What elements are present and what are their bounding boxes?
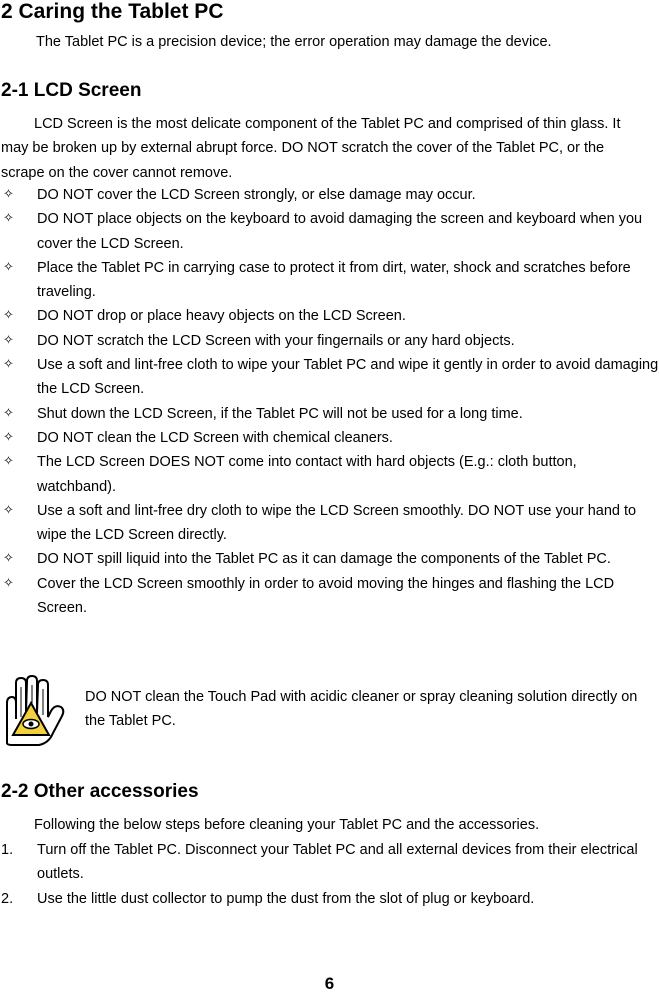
warning-hand-icon <box>1 673 73 747</box>
star-bullet-icon: ✧ <box>3 551 14 567</box>
page-title: 2 Caring the Tablet PC <box>1 0 224 23</box>
list-item: ✧ DO NOT drop or place heavy objects on the LCD Screen. <box>0 304 659 328</box>
lcd-section-heading: 2-1 LCD Screen <box>1 80 142 101</box>
list-item: ✧ Place the Tablet PC in carrying case to protect it from dirt, water, shock and scratches before traveling. <box>0 256 659 305</box>
lcd-care-list <box>0 183 659 620</box>
lcd-section-paragraph: LCD Screen is the most delicate component of the Tablet PC and comprised of thin glass. It may be broken up by external abrupt force. DO NOT scratch the cover of the Tablet PC, or the scrape on the cover cannot remove. <box>1 116 621 181</box>
list-item: ✧ DO NOT cover the LCD Screen strongly, or else damage may occur. <box>0 183 659 207</box>
list-item: 2. Use the little dust collector to pump the dust from the slot of plug or keyboard. <box>0 887 659 911</box>
list-item: ✧ DO NOT clean the LCD Screen with chemical cleaners. <box>0 426 659 450</box>
list-item: ✧ The LCD Screen DOES NOT come into contact with hard objects (E.g.: cloth button, watchband). <box>0 450 659 499</box>
accessories-steps-list <box>0 838 659 911</box>
star-bullet-icon: ✧ <box>3 187 14 202</box>
page-number: 6 <box>324 974 335 993</box>
list-item: ✧ DO NOT place objects on the keyboard to avoid damaging the screen and keyboard when you cover the LCD Screen. <box>0 207 659 256</box>
step-number: 2. <box>1 890 14 907</box>
warning-note <box>0 673 659 751</box>
star-bullet-icon: ✧ <box>3 454 14 470</box>
star-bullet-icon: ✧ <box>3 308 14 324</box>
star-bullet-icon: ✧ <box>3 357 14 373</box>
star-bullet-icon: ✧ <box>3 405 14 421</box>
list-item: ✧ Shut down the LCD Screen, if the Tablet PC will not be used for a long time. <box>0 402 659 426</box>
star-bullet-icon: ✧ <box>3 259 14 275</box>
step-number: 1. <box>1 842 14 858</box>
list-item: ✧ DO NOT scratch the LCD Screen with your fingernails or any hard objects. <box>0 329 659 353</box>
accessories-section-heading: 2-2 Other accessories <box>1 781 199 802</box>
star-bullet-icon: ✧ <box>3 211 14 227</box>
list-item: ✧ Use a soft and lint-free cloth to wipe your Tablet PC and wipe it gently in order to avoid damaging the LCD Screen. <box>0 353 659 402</box>
star-bullet-icon: ✧ <box>3 332 14 348</box>
accessories-section-paragraph: Following the below steps before cleaning your Tablet PC and the accessories. <box>34 817 540 833</box>
star-bullet-icon: ✧ <box>3 502 14 518</box>
note-text: DO NOT clean the Touch Pad with acidic cleaner or spray cleaning solution directly on the Tablet PC. <box>85 689 638 730</box>
list-item: ✧ Cover the LCD Screen smoothly in order to avoid moving the hinges and flashing the LCD Screen. <box>0 572 659 621</box>
list-item: ✧ DO NOT spill liquid into the Tablet PC as it can damage the components of the Tablet PC. <box>0 547 659 571</box>
list-item: 1. Turn off the Tablet PC. Disconnect your Tablet PC and all external devices from their electrical outlets. <box>0 838 659 887</box>
intro-text: The Tablet PC is a precision device; the error operation may damage the device. <box>36 34 552 50</box>
star-bullet-icon: ✧ <box>3 429 14 445</box>
list-item: ✧ Use a soft and lint-free dry cloth to wipe the LCD Screen smoothly. DO NOT use your hand to wipe the LCD Screen directly. <box>0 499 659 548</box>
star-bullet-icon: ✧ <box>3 575 14 591</box>
